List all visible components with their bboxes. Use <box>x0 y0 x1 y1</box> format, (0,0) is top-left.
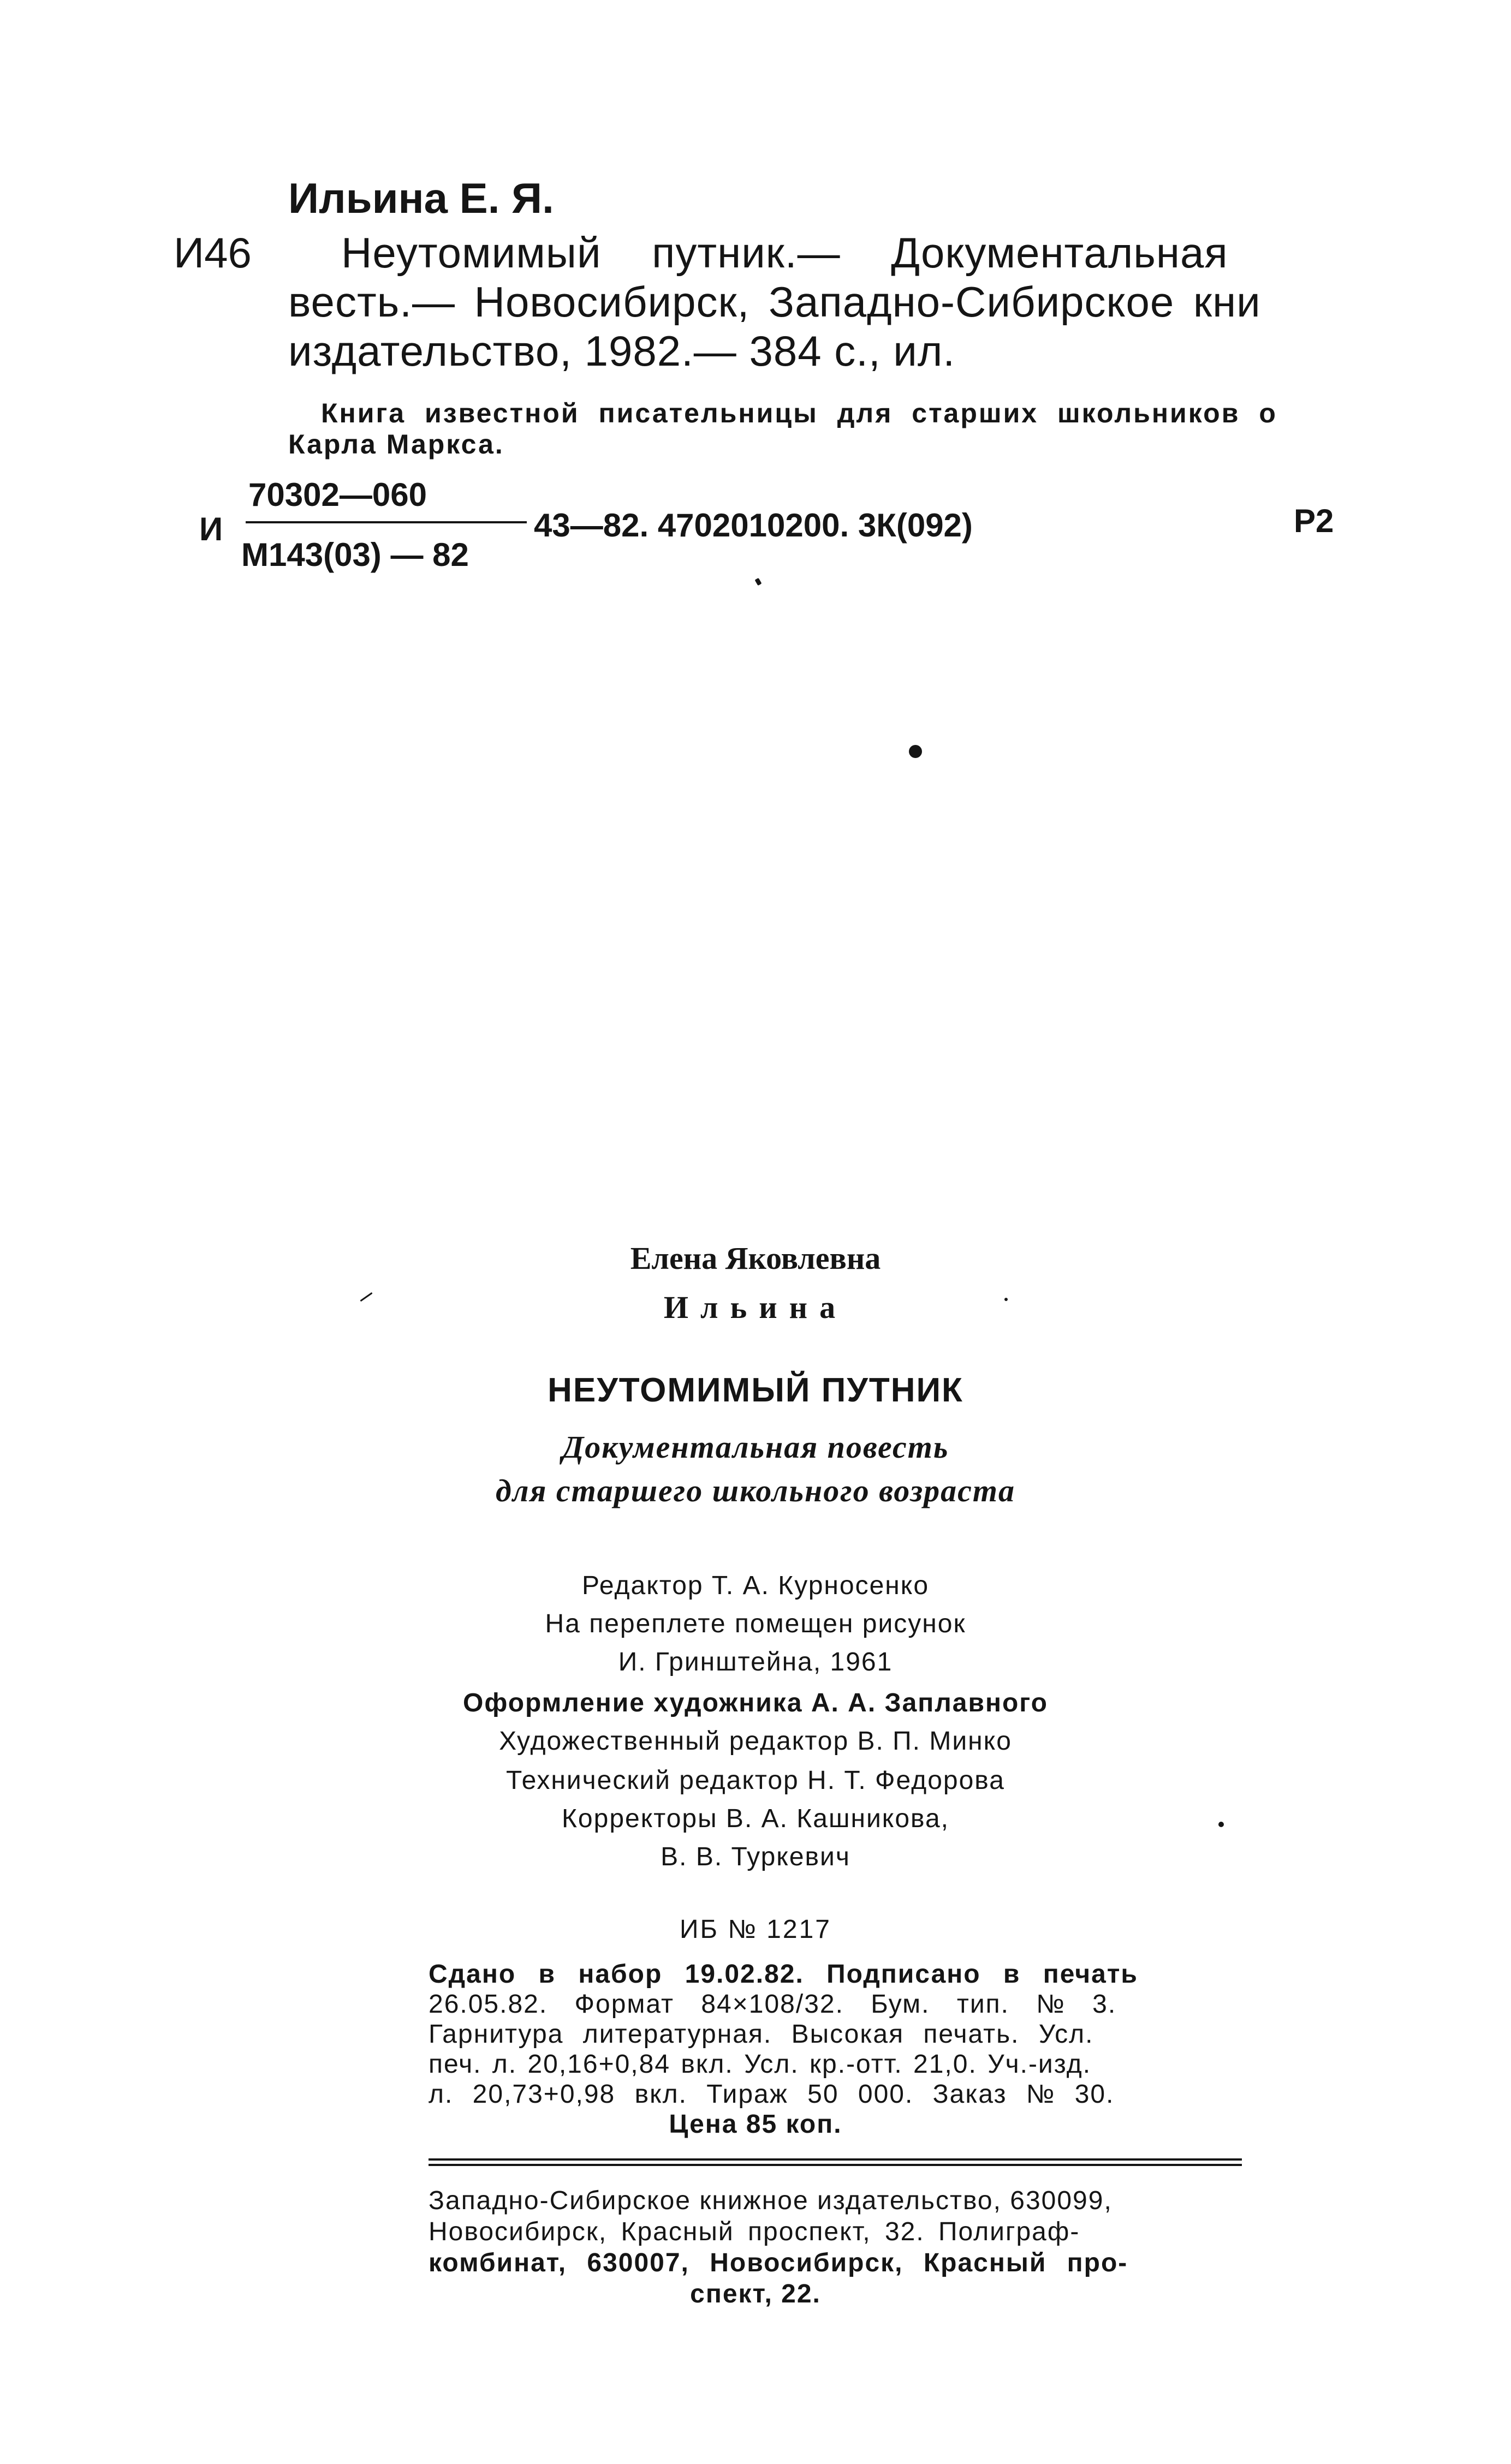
book-title: НЕУТОМИМЫЙ ПУТНИК <box>548 1371 963 1409</box>
credit-line: Художественный редактор В. П. Минко <box>499 1727 1012 1756</box>
imprint-line: Сдано в набор 19.02.82. Подписано в печать <box>429 1960 1138 1989</box>
credit-line: И. Гринштейна, 1961 <box>618 1648 893 1677</box>
imprint-line: Гарнитура литературная. Высокая печать. Усл. <box>429 2020 1094 2049</box>
index-denominator: М143(03) — 82 <box>241 536 469 573</box>
speck <box>755 578 762 586</box>
credit-line: Корректоры В. А. Кашникова, <box>561 1804 950 1833</box>
book-subtitle-line: Документальная повесть <box>562 1429 949 1465</box>
annotation-line: Книга известной писательницы для старших школьников о <box>321 398 1277 428</box>
imprint-line: Цена 85 коп. <box>669 2110 842 2139</box>
publisher-line: Западно-Сибирское книжное издательство, 630099, <box>429 2186 1113 2215</box>
book-author-surname: Ильина <box>663 1290 848 1325</box>
index-middle: 43—82. 4702010200. 3К(092) <box>534 507 973 544</box>
separator-rule <box>429 2164 1242 2166</box>
call-number: И46 <box>174 229 252 277</box>
publisher-line: спект, 22. <box>690 2280 821 2308</box>
index-right: Р2 <box>1294 503 1334 539</box>
credit-line: Редактор Т. А. Курносенко <box>581 1571 930 1600</box>
entry-line: Неутомимый путник.— Документальная <box>341 229 1228 277</box>
publisher-line: комбинат, 630007, Новосибирск, Красный про- <box>429 2248 1128 2277</box>
credit-line: Технический редактор Н. Т. Федорова <box>506 1766 1005 1795</box>
ib-number: ИБ № 1217 <box>680 1915 831 1944</box>
speck <box>909 745 922 758</box>
separator-rule <box>429 2158 1242 2161</box>
imprint-line: печ. л. 20,16+0,84 вкл. Усл. кр.-отт. 21,0. Уч.-изд. <box>429 2050 1092 2079</box>
credit-line: На переплете помещен рисунок <box>545 1609 966 1638</box>
index-fraction-bar <box>246 521 527 523</box>
imprint-line: л. 20,73+0,98 вкл. Тираж 50 000. Заказ № 30. <box>429 2080 1115 2109</box>
index-prefix: И <box>199 511 223 547</box>
index-numerator: 70302—060 <box>248 476 427 513</box>
entry-line: весть.— Новосибирск, Западно-Сибирское кни <box>288 278 1261 326</box>
credit-line: Оформление художника А. А. Заплавного <box>463 1689 1048 1717</box>
entry-line: издательство, 1982.— 384 с., ил. <box>288 327 956 375</box>
publisher-line: Новосибирск, Красный проспект, 32. Полиграф- <box>429 2217 1080 2246</box>
annotation-line: Карла Маркса. <box>288 429 504 460</box>
credit-line: В. В. Туркевич <box>661 1842 850 1871</box>
catalog-author-heading: Ильина Е. Я. <box>288 174 554 222</box>
book-subtitle-line: для старшего школьного возраста <box>495 1473 1016 1508</box>
imprint-line: 26.05.82. Формат 84×108/32. Бум. тип. № 3. <box>429 1990 1117 2019</box>
book-author-first-name: Елена Яковлевна <box>630 1240 881 1276</box>
